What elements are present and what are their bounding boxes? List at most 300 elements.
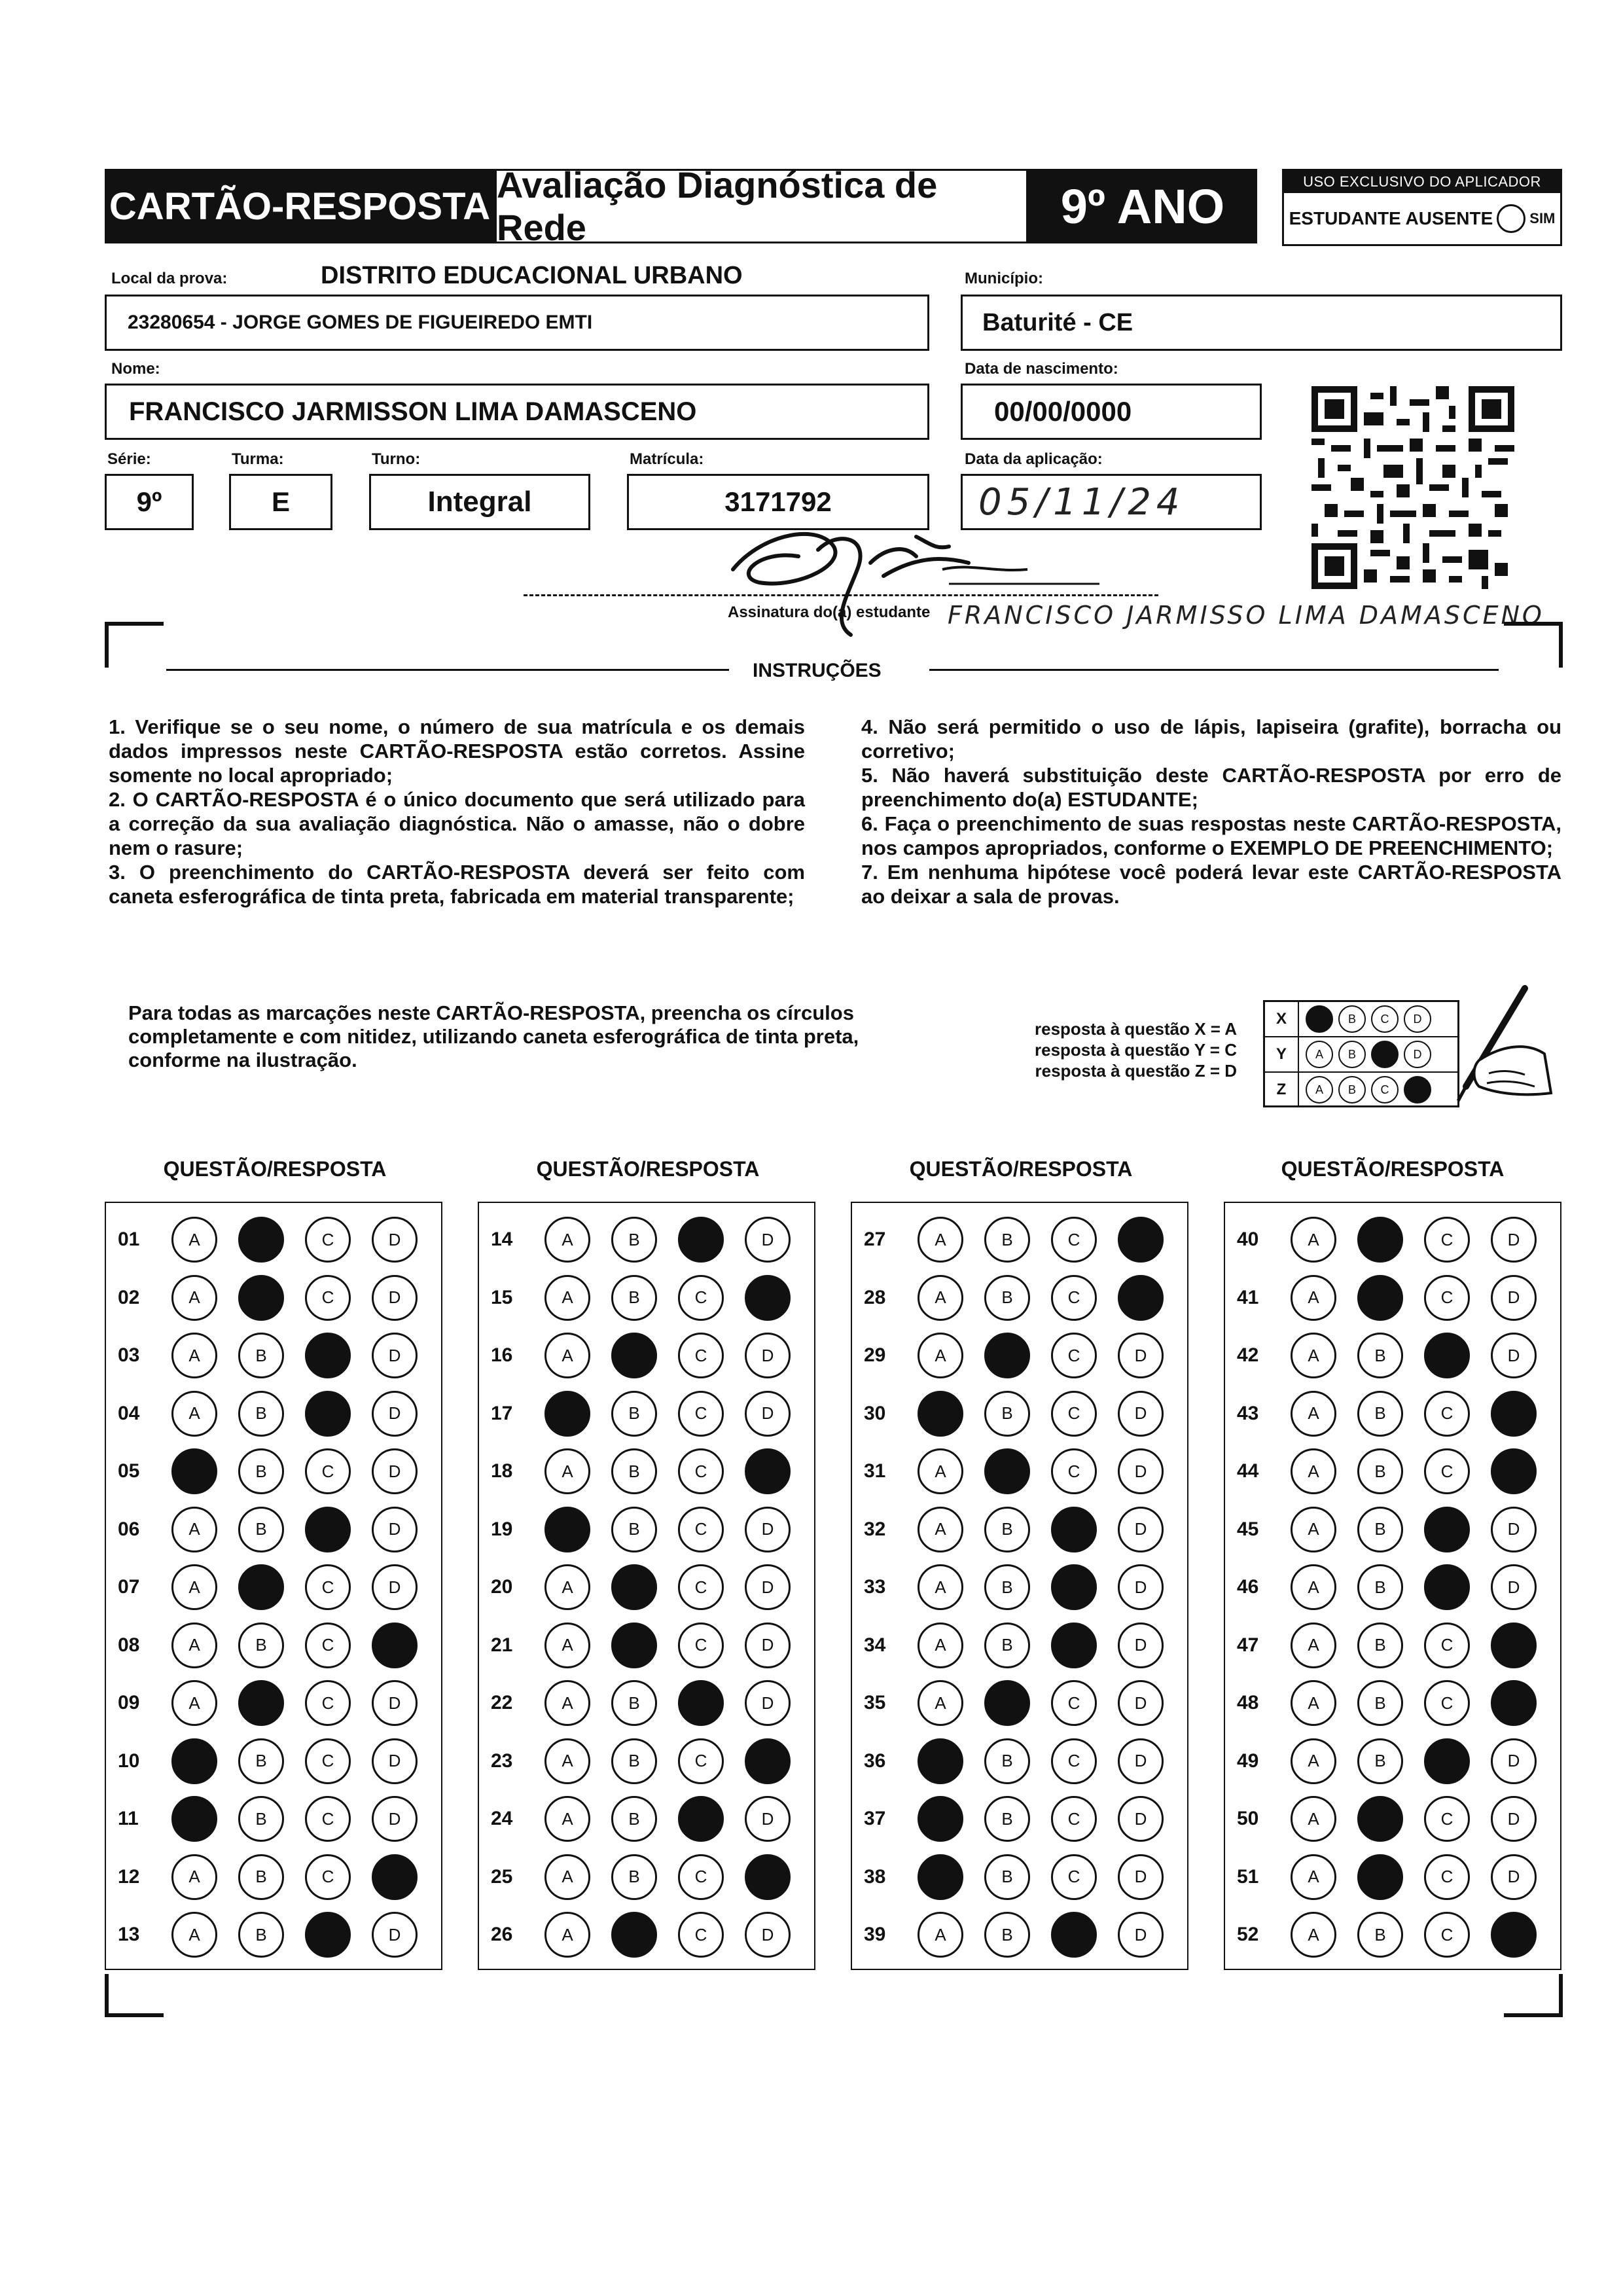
answer-bubble-b[interactable] [238, 1275, 284, 1321]
answer-bubble-d[interactable]: D [372, 1448, 418, 1494]
answer-options [171, 1854, 418, 1900]
answer-bubble-d[interactable] [1491, 1623, 1537, 1668]
answer-bubble-d[interactable]: D [372, 1738, 418, 1784]
ausente-circle[interactable] [1497, 204, 1525, 233]
answer-bubble-d[interactable]: D [745, 1333, 791, 1378]
answer-bubble-c[interactable]: C [1051, 1680, 1097, 1726]
answer-bubble-d[interactable] [745, 1275, 791, 1321]
question-row [479, 1617, 814, 1674]
answer-options [171, 1275, 418, 1321]
question-row [479, 1790, 814, 1848]
answer-bubble-d[interactable] [1491, 1391, 1537, 1437]
question-row [1225, 1211, 1560, 1268]
example-legend [982, 1018, 1237, 1081]
answer-bubble-a[interactable]: A [544, 1217, 590, 1263]
answer-bubble-b[interactable]: B [238, 1333, 284, 1378]
question-row [852, 1790, 1187, 1848]
answer-bubble-a[interactable]: A [1291, 1217, 1336, 1263]
answer-options [1291, 1738, 1537, 1784]
answer-bubble-b[interactable] [238, 1680, 284, 1726]
answer-bubble-b[interactable]: B [984, 1564, 1030, 1610]
question-row [1225, 1327, 1560, 1384]
answer-bubble-b[interactable] [1357, 1275, 1403, 1321]
answer-bubble-a[interactable] [171, 1796, 217, 1842]
answer-bubble-b[interactable]: B [1357, 1333, 1403, 1378]
answer-bubble-a[interactable] [918, 1738, 963, 1784]
question-row [1225, 1732, 1560, 1790]
answer-bubble-a[interactable]: A [171, 1507, 217, 1552]
answer-bubble-b[interactable] [984, 1448, 1030, 1494]
example-bubble-c: C [1371, 1076, 1399, 1103]
answer-bubble-a[interactable]: A [918, 1275, 963, 1321]
answer-bubble-a[interactable] [171, 1448, 217, 1494]
answer-bubble-a[interactable] [171, 1738, 217, 1784]
answer-bubble-d[interactable]: D [1118, 1680, 1164, 1726]
answer-bubble-c[interactable] [305, 1333, 351, 1378]
answer-options [1291, 1623, 1537, 1668]
answer-bubble-b[interactable]: B [984, 1275, 1030, 1321]
answer-options [171, 1738, 418, 1784]
example-bubble-b: B [1338, 1076, 1366, 1103]
answer-bubble-b[interactable]: B [984, 1738, 1030, 1784]
answer-bubble-c[interactable]: C [305, 1854, 351, 1900]
example-bubble-b: B [1338, 1005, 1366, 1033]
answer-column-2 [478, 1202, 815, 1970]
answer-options [918, 1507, 1164, 1552]
answer-bubble-c[interactable] [1051, 1564, 1097, 1610]
answer-bubble-d[interactable]: D [1118, 1564, 1164, 1610]
question-number: 29 [864, 1344, 886, 1366]
answer-options [918, 1623, 1164, 1668]
question-number: 09 [118, 1692, 140, 1713]
answer-bubble-d[interactable]: D [1491, 1738, 1537, 1784]
question-row [106, 1790, 441, 1848]
answer-bubble-d[interactable]: D [372, 1912, 418, 1958]
answer-bubble-b[interactable]: B [1357, 1507, 1403, 1552]
example-bubble-a [1306, 1005, 1333, 1033]
answer-bubble-a[interactable]: A [1291, 1391, 1336, 1437]
question-row [106, 1674, 441, 1732]
answer-bubble-b[interactable] [611, 1564, 657, 1610]
answer-options [544, 1912, 791, 1958]
answer-options [171, 1448, 418, 1494]
question-number: 17 [491, 1402, 513, 1424]
answer-bubble-d[interactable]: D [1118, 1796, 1164, 1842]
answer-bubble-d[interactable]: D [372, 1275, 418, 1321]
example-letter: Z [1265, 1073, 1299, 1107]
answer-bubble-b[interactable]: B [1357, 1738, 1403, 1784]
answer-bubble-a[interactable]: A [171, 1564, 217, 1610]
answer-bubble-b[interactable]: B [611, 1448, 657, 1494]
answer-bubble-a[interactable]: A [1291, 1854, 1336, 1900]
answer-bubble-c[interactable] [1051, 1507, 1097, 1552]
local-title: DISTRITO EDUCACIONAL URBANO [321, 262, 743, 289]
answer-bubble-c[interactable]: C [678, 1507, 724, 1552]
answer-bubble-c[interactable]: C [678, 1854, 724, 1900]
answer-bubble-d[interactable]: D [1491, 1507, 1537, 1552]
answer-bubble-c[interactable]: C [305, 1275, 351, 1321]
answer-bubble-d[interactable] [372, 1623, 418, 1668]
answer-bubble-a[interactable]: A [171, 1217, 217, 1263]
ano-title: 9º ANO [1060, 179, 1225, 234]
answer-bubble-a[interactable]: A [171, 1912, 217, 1958]
answer-options [544, 1738, 791, 1784]
answer-bubble-a[interactable]: A [544, 1623, 590, 1668]
answer-bubble-d[interactable]: D [1118, 1333, 1164, 1378]
question-number: 01 [118, 1229, 140, 1250]
answer-bubble-d[interactable]: D [745, 1796, 791, 1842]
answer-bubble-b[interactable] [984, 1333, 1030, 1378]
answer-options [1291, 1564, 1537, 1610]
instruction-1: 1. Verifique se o seu nome, o número de sua matrícula e os demais dados impressos neste CARTÃO-RESPOSTA estão corretos. Assine somente no local apropriado; [109, 715, 805, 787]
answer-bubble-c[interactable]: C [678, 1564, 724, 1610]
answer-bubble-b[interactable]: B [1357, 1391, 1403, 1437]
answer-bubble-b[interactable]: B [984, 1507, 1030, 1552]
answer-bubble-a[interactable]: A [171, 1623, 217, 1668]
answer-bubble-c[interactable]: C [1051, 1796, 1097, 1842]
question-row [852, 1617, 1187, 1674]
answer-bubble-b[interactable]: B [984, 1912, 1030, 1958]
answer-bubble-b[interactable]: B [1357, 1623, 1403, 1668]
answer-bubble-d[interactable] [745, 1854, 791, 1900]
answer-bubble-a[interactable]: A [918, 1217, 963, 1263]
answer-bubble-a[interactable]: A [1291, 1912, 1336, 1958]
answer-bubble-d[interactable]: D [372, 1680, 418, 1726]
answer-options [171, 1507, 418, 1552]
answer-bubble-d[interactable]: D [1491, 1333, 1537, 1378]
answer-bubble-c[interactable]: C [678, 1333, 724, 1378]
answer-bubble-b[interactable]: B [611, 1217, 657, 1263]
assinatura-hand: FRANCISCO JARMISSO LIMA DAMASCENO [948, 601, 1544, 630]
answer-options [171, 1912, 418, 1958]
answer-bubble-b[interactable]: B [611, 1738, 657, 1784]
answer-options [1291, 1333, 1537, 1378]
answer-bubble-b[interactable] [238, 1217, 284, 1263]
answer-options [1291, 1854, 1537, 1900]
answer-bubble-b[interactable]: B [238, 1738, 284, 1784]
answer-bubble-a[interactable]: A [918, 1448, 963, 1494]
question-number: 24 [491, 1808, 513, 1829]
answer-bubble-d[interactable]: D [1118, 1448, 1164, 1494]
answer-bubble-a[interactable]: A [171, 1333, 217, 1378]
answer-bubble-c[interactable]: C [678, 1738, 724, 1784]
answer-bubble-b[interactable]: B [1357, 1912, 1403, 1958]
question-row [852, 1385, 1187, 1443]
question-row [479, 1558, 814, 1616]
answer-bubble-c[interactable]: C [1051, 1217, 1097, 1263]
answer-bubble-d[interactable]: D [1491, 1796, 1537, 1842]
answer-bubble-d[interactable]: D [372, 1564, 418, 1610]
answer-bubble-a[interactable]: A [544, 1796, 590, 1842]
answer-bubble-b[interactable]: B [238, 1507, 284, 1552]
example-opts [1299, 1076, 1431, 1103]
answer-bubble-a[interactable]: A [544, 1912, 590, 1958]
answer-bubble-c[interactable]: C [1051, 1854, 1097, 1900]
answer-bubble-c[interactable]: C [1424, 1448, 1470, 1494]
instruction-6: 6. Faça o preenchimento de suas respostas neste CARTÃO-RESPOSTA, nos campos apropriados, conforme o EXEMPLO DE PREENCHIMENTO; [861, 812, 1561, 859]
question-number: 07 [118, 1576, 140, 1598]
answer-bubble-a[interactable] [544, 1391, 590, 1437]
answer-bubble-a[interactable]: A [1291, 1564, 1336, 1610]
question-number: 50 [1237, 1808, 1259, 1829]
answer-options [544, 1507, 791, 1552]
example-bubble-c: C [1371, 1005, 1399, 1033]
answer-bubble-a[interactable]: A [1291, 1333, 1336, 1378]
question-number: 36 [864, 1749, 886, 1772]
answer-bubble-a[interactable]: A [918, 1564, 963, 1610]
question-row [106, 1906, 441, 1964]
answer-bubble-d[interactable]: D [1491, 1854, 1537, 1900]
answer-options [544, 1623, 791, 1668]
answer-bubble-a[interactable]: A [171, 1680, 217, 1726]
answer-bubble-b[interactable]: B [984, 1796, 1030, 1842]
answer-bubble-b[interactable]: B [238, 1912, 284, 1958]
question-number: 10 [118, 1749, 140, 1772]
answer-bubble-b[interactable]: B [611, 1275, 657, 1321]
question-number: 11 [118, 1808, 139, 1829]
answer-bubble-c[interactable]: C [1051, 1391, 1097, 1437]
answer-bubble-b[interactable]: B [238, 1623, 284, 1668]
answer-options [544, 1217, 791, 1263]
answer-options [918, 1912, 1164, 1958]
question-row [1225, 1558, 1560, 1616]
answer-bubble-b[interactable]: B [611, 1854, 657, 1900]
answer-bubble-d[interactable] [745, 1448, 791, 1494]
answer-bubble-c[interactable] [1051, 1912, 1097, 1958]
answer-bubble-d[interactable]: D [745, 1564, 791, 1610]
answer-bubble-b[interactable]: B [238, 1796, 284, 1842]
answer-bubble-d[interactable]: D [1118, 1738, 1164, 1784]
answer-bubble-a[interactable]: A [544, 1448, 590, 1494]
answer-bubble-a[interactable]: A [171, 1275, 217, 1321]
answer-bubble-a[interactable]: A [171, 1391, 217, 1437]
answer-bubble-b[interactable] [984, 1680, 1030, 1726]
answer-options [171, 1564, 418, 1610]
answer-bubble-c[interactable]: C [305, 1796, 351, 1842]
answer-bubble-c[interactable]: C [1424, 1854, 1470, 1900]
signature-line [524, 594, 1158, 596]
answer-bubble-c[interactable]: C [1051, 1333, 1097, 1378]
answer-bubble-b[interactable]: B [984, 1217, 1030, 1263]
answer-bubble-b[interactable]: B [611, 1680, 657, 1726]
legend-z: resposta à questão Z = D [1035, 1061, 1237, 1081]
answer-bubble-c[interactable]: C [305, 1623, 351, 1668]
answer-bubble-b[interactable] [611, 1912, 657, 1958]
answer-bubble-c[interactable] [1424, 1738, 1470, 1784]
answer-bubble-c[interactable]: C [305, 1217, 351, 1263]
answer-bubble-a[interactable]: A [1291, 1275, 1336, 1321]
municipio-label: Município: [965, 270, 1043, 287]
answer-bubble-c[interactable]: C [1051, 1275, 1097, 1321]
question-row [1225, 1848, 1560, 1906]
answer-bubble-d[interactable] [372, 1854, 418, 1900]
question-number: 35 [864, 1692, 886, 1713]
answer-bubble-c[interactable] [678, 1796, 724, 1842]
answer-bubble-a[interactable]: A [171, 1854, 217, 1900]
example-bubble-b: B [1338, 1041, 1366, 1068]
answer-bubble-c[interactable]: C [1424, 1391, 1470, 1437]
answer-options [171, 1623, 418, 1668]
answer-bubble-a[interactable]: A [1291, 1796, 1336, 1842]
answer-bubble-d[interactable] [1118, 1217, 1164, 1263]
answer-bubble-a[interactable]: A [918, 1680, 963, 1726]
answer-bubble-d[interactable]: D [372, 1391, 418, 1437]
answer-bubble-a[interactable] [544, 1507, 590, 1552]
answer-bubble-d[interactable] [1491, 1912, 1537, 1958]
answer-bubble-c[interactable] [305, 1507, 351, 1552]
answer-bubble-d[interactable]: D [745, 1680, 791, 1726]
answer-bubble-a[interactable]: A [918, 1912, 963, 1958]
answer-bubble-c[interactable]: C [1424, 1275, 1470, 1321]
answer-bubble-b[interactable]: B [611, 1507, 657, 1552]
answer-bubble-c[interactable]: C [678, 1912, 724, 1958]
answer-options [918, 1333, 1164, 1378]
answer-bubble-a[interactable] [918, 1796, 963, 1842]
answer-bubble-d[interactable]: D [745, 1217, 791, 1263]
answer-options [918, 1738, 1164, 1784]
answer-bubble-d[interactable]: D [1118, 1391, 1164, 1437]
answer-bubble-d[interactable]: D [1118, 1623, 1164, 1668]
answer-bubble-a[interactable]: A [544, 1564, 590, 1610]
answer-bubble-d[interactable]: D [745, 1391, 791, 1437]
answer-bubble-a[interactable] [918, 1854, 963, 1900]
question-row [106, 1269, 441, 1327]
answer-bubble-c[interactable]: C [678, 1391, 724, 1437]
answer-bubble-b[interactable]: B [1357, 1448, 1403, 1494]
answer-bubble-b[interactable] [611, 1333, 657, 1378]
answer-bubble-b[interactable] [611, 1623, 657, 1668]
answer-bubble-a[interactable]: A [1291, 1623, 1336, 1668]
answer-bubble-c[interactable]: C [305, 1680, 351, 1726]
answer-bubble-a[interactable]: A [544, 1738, 590, 1784]
corner-top-right [1504, 622, 1563, 668]
answer-bubble-c[interactable]: C [678, 1275, 724, 1321]
answer-bubble-a[interactable]: A [1291, 1448, 1336, 1494]
example-opts [1299, 1041, 1431, 1068]
answer-bubble-b[interactable] [1357, 1796, 1403, 1842]
answer-bubble-c[interactable] [678, 1217, 724, 1263]
answer-bubble-b[interactable] [238, 1564, 284, 1610]
answer-bubble-c[interactable]: C [678, 1623, 724, 1668]
answer-bubble-d[interactable]: D [745, 1507, 791, 1552]
answer-options [544, 1564, 791, 1610]
question-number: 13 [118, 1924, 140, 1945]
answer-bubble-a[interactable]: A [544, 1333, 590, 1378]
answer-bubble-c[interactable]: C [305, 1738, 351, 1784]
question-number: 05 [118, 1460, 140, 1482]
answer-options [544, 1680, 791, 1726]
answer-bubble-c[interactable] [1424, 1507, 1470, 1552]
answer-bubble-c[interactable] [305, 1391, 351, 1437]
answer-bubble-b[interactable] [1357, 1217, 1403, 1263]
example-text: Para todas as marcações neste CARTÃO-RESPOSTA, preencha os círculos completamente e com nitidez, utilizando caneta esferográfica de tinta preta, conforme na ilustração. [128, 1001, 859, 1071]
aplicador-box [1282, 169, 1562, 246]
answer-bubble-d[interactable] [1491, 1448, 1537, 1494]
question-row [852, 1906, 1187, 1964]
answer-options [1291, 1217, 1537, 1263]
answer-bubble-d[interactable]: D [372, 1217, 418, 1263]
answer-bubble-d[interactable]: D [372, 1796, 418, 1842]
answer-bubble-d[interactable]: D [1118, 1912, 1164, 1958]
turma-field [229, 474, 332, 530]
answer-bubble-a[interactable]: A [918, 1623, 963, 1668]
answer-bubble-d[interactable]: D [1491, 1564, 1537, 1610]
question-number: 28 [864, 1286, 886, 1308]
answer-bubble-d[interactable]: D [745, 1623, 791, 1668]
turma-label: Turma: [232, 450, 284, 468]
answer-bubble-d[interactable]: D [372, 1507, 418, 1552]
answer-bubble-c[interactable] [1051, 1623, 1097, 1668]
answer-bubble-d[interactable]: D [1491, 1275, 1537, 1321]
answer-bubble-c[interactable] [678, 1680, 724, 1726]
serie-field [105, 474, 194, 530]
question-number: 25 [491, 1865, 513, 1888]
answer-bubble-a[interactable]: A [1291, 1680, 1336, 1726]
question-number: 06 [118, 1518, 140, 1540]
answer-bubble-c[interactable] [305, 1912, 351, 1958]
answer-options [544, 1854, 791, 1900]
question-number: 37 [864, 1808, 886, 1829]
answer-bubble-a[interactable]: A [918, 1333, 963, 1378]
answer-bubble-d[interactable] [1491, 1680, 1537, 1726]
question-row [1225, 1906, 1560, 1964]
answer-bubble-c[interactable] [1424, 1564, 1470, 1610]
answer-bubble-b[interactable]: B [611, 1796, 657, 1842]
question-number: 43 [1237, 1402, 1259, 1424]
answer-bubble-c[interactable] [1424, 1333, 1470, 1378]
answer-bubble-c[interactable]: C [305, 1564, 351, 1610]
answer-bubble-b[interactable] [1357, 1854, 1403, 1900]
answer-bubble-b[interactable]: B [238, 1448, 284, 1494]
answer-bubble-b[interactable]: B [1357, 1680, 1403, 1726]
answer-bubble-d[interactable]: D [1118, 1854, 1164, 1900]
answer-bubble-c[interactable]: C [1051, 1738, 1097, 1784]
answer-bubble-a[interactable]: A [1291, 1507, 1336, 1552]
answer-bubble-c[interactable]: C [305, 1448, 351, 1494]
answer-bubble-d[interactable]: D [745, 1912, 791, 1958]
answer-bubble-d[interactable]: D [1491, 1217, 1537, 1263]
answer-bubble-c[interactable]: C [1424, 1796, 1470, 1842]
question-row [106, 1385, 441, 1443]
answer-bubble-a[interactable]: A [544, 1680, 590, 1726]
answer-bubble-a[interactable]: A [544, 1275, 590, 1321]
answer-bubble-c[interactable]: C [1424, 1680, 1470, 1726]
corner-top-left [105, 622, 164, 668]
answer-bubble-c[interactable]: C [1424, 1912, 1470, 1958]
answer-bubble-c[interactable]: C [1424, 1623, 1470, 1668]
answer-bubble-a[interactable]: A [1291, 1738, 1336, 1784]
answer-bubble-b[interactable]: B [611, 1391, 657, 1437]
answer-bubble-d[interactable] [745, 1738, 791, 1784]
answer-bubble-b[interactable]: B [1357, 1564, 1403, 1610]
question-number: 46 [1237, 1576, 1259, 1598]
answer-bubble-b[interactable]: B [984, 1391, 1030, 1437]
answer-bubble-b[interactable]: B [984, 1854, 1030, 1900]
answer-bubble-a[interactable]: A [918, 1507, 963, 1552]
answer-bubble-b[interactable]: B [984, 1623, 1030, 1668]
answer-bubble-c[interactable]: C [1424, 1217, 1470, 1263]
answer-bubble-d[interactable]: D [372, 1333, 418, 1378]
answer-bubble-b[interactable]: B [238, 1854, 284, 1900]
answer-bubble-c[interactable]: C [678, 1448, 724, 1494]
answer-bubble-d[interactable]: D [1118, 1507, 1164, 1552]
answer-bubble-c[interactable]: C [1051, 1448, 1097, 1494]
answer-bubble-b[interactable]: B [238, 1391, 284, 1437]
question-number: 16 [491, 1344, 513, 1366]
answer-bubble-a[interactable] [918, 1391, 963, 1437]
answer-bubble-a[interactable]: A [544, 1854, 590, 1900]
answer-bubble-d[interactable] [1118, 1275, 1164, 1321]
